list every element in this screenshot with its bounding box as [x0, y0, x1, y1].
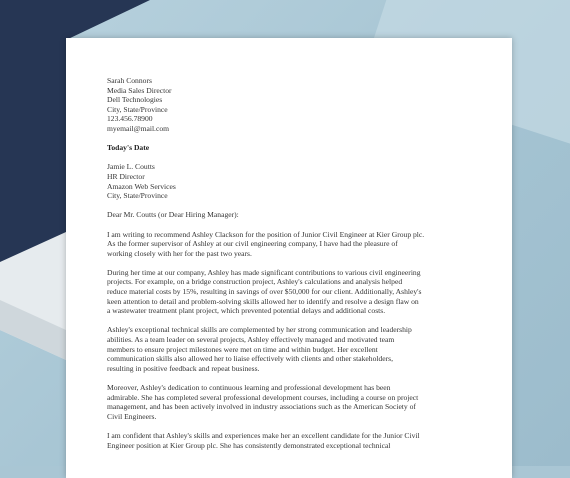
recipient-address: [107, 162, 477, 200]
paragraph-contributions: [107, 268, 477, 316]
paragraph-line: keen attention to detail and problem-solving skills allowed her to identify and resolve a design flaw on: [107, 296, 419, 306]
paragraph-line: I am writing to recommend Ashley Clackson for the position of Junior Civil Engineer at Kier Group plc.: [107, 229, 425, 239]
recipient-name: Jamie L. Coutts: [107, 162, 155, 172]
paragraph-line: Moreover, Ashley's dedication to continuous learning and professional development has been: [107, 383, 391, 392]
recommendation-letter: [107, 76, 477, 460]
paragraph-line: admirable. She has completed several professional development courses, including a course on project: [107, 392, 419, 402]
recipient-title: HR Director: [107, 171, 145, 181]
sender-name: Sarah Connors: [107, 76, 152, 85]
paragraph-line: a wastewater treatment plant project, which prevented potential delays and additional costs.: [107, 306, 386, 316]
paragraph-line: projects. For example, on a bridge construction project, Ashley's calculations and analysis helped: [107, 277, 403, 287]
paragraph-development: [107, 383, 477, 421]
paragraph-line: I am confident that Ashley's skills and experiences make her an excellent candidate for the Junior Civil: [107, 430, 420, 440]
paragraph-line: abilities. As a team leader on several projects, Ashley effectively managed and motivated team: [107, 335, 395, 345]
sender-city: City, State/Province: [107, 104, 168, 114]
sender-company: Dell Technologies: [107, 95, 163, 105]
sender-address: [107, 76, 477, 134]
paragraph-line: Engineer position at Kier Group plc. She has consistently demonstrated exceptional technical: [107, 440, 391, 450]
paragraph-line: resulting in positive feedback and repeat business.: [107, 363, 260, 373]
recipient-city: City, State/Province: [107, 191, 168, 201]
paragraph-line: reduce material costs by 15%, resulting in savings of over $50,000 for our client. Additionally, Ashley's: [107, 287, 422, 297]
paragraph-line: working closely with her for the past two years.: [107, 248, 252, 258]
paragraph-line: Civil Engineers.: [107, 411, 157, 421]
paragraph-skills: [107, 325, 477, 373]
sender-phone: 123.456.78900: [107, 114, 153, 124]
salutation: Dear Mr. Coutts (or Dear Hiring Manager):: [107, 210, 239, 220]
paragraph-line: management, and has been actively involved in industry associations such as the American Society of: [107, 402, 416, 412]
paragraph-line: communication skills also allowed her to liaise effectively with clients and other stakeholders,: [107, 354, 394, 364]
paragraph-line: During her time at our company, Ashley has made significant contributions to various civil engineering: [107, 267, 421, 277]
recipient-company: Amazon Web Services: [107, 181, 176, 191]
sender-title: Media Sales Director: [107, 85, 172, 95]
paragraph-line: Ashley's exceptional technical skills are complemented by her strong communication and leadership: [107, 325, 412, 335]
letter-date: Today's Date: [107, 143, 150, 153]
sender-email: myemail@mail.com: [107, 123, 170, 133]
paragraph-closing: [107, 431, 477, 450]
paragraph-line: members to ensure project milestones were met on time and within budget. Her excellent: [107, 344, 378, 354]
paragraph-intro: [107, 230, 477, 259]
paragraph-line: As the former supervisor of Ashley at our civil engineering company, I have had the pleasure of: [107, 239, 398, 249]
